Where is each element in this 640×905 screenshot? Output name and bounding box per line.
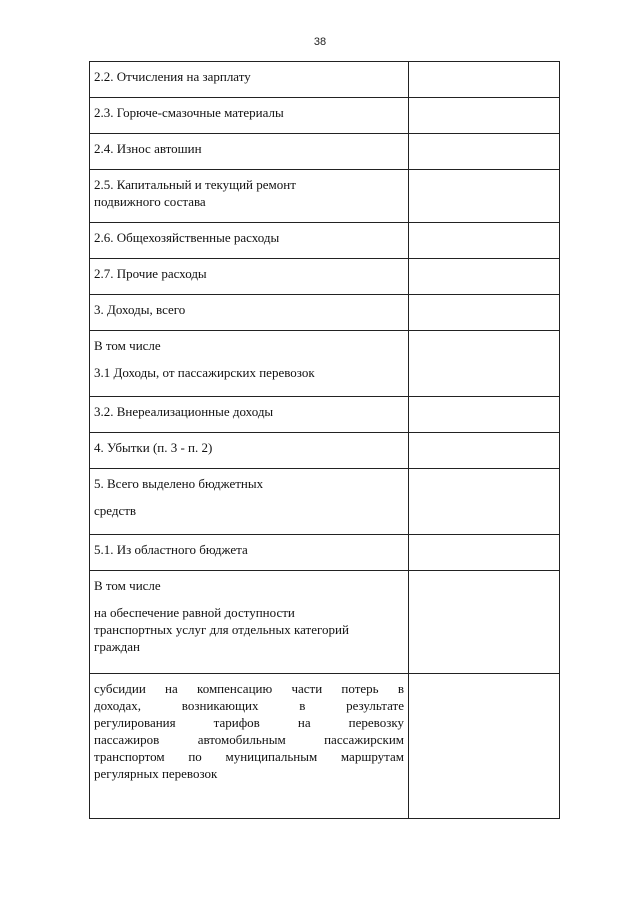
- table-row: [90, 62, 560, 98]
- table-row: [90, 571, 560, 674]
- row-value-cell[interactable]: [409, 674, 560, 819]
- expenses-income-table: [89, 61, 560, 819]
- row-label-line: 3.1 Доходы, от пассажирских перевозок: [94, 365, 315, 380]
- table-row: [90, 331, 560, 397]
- row-label: [90, 62, 409, 98]
- row-label: [90, 397, 409, 433]
- row-label: [90, 433, 409, 469]
- row-label-line: 2.4. Износ автошин: [94, 141, 202, 156]
- row-label-line: средств: [94, 503, 137, 518]
- table-row: [90, 223, 560, 259]
- row-value-cell[interactable]: [409, 295, 560, 331]
- row-label-line: 4. Убытки (п. 3 - п. 2): [94, 440, 213, 455]
- table-row: [90, 433, 560, 469]
- table-row: [90, 295, 560, 331]
- row-label: [90, 98, 409, 134]
- row-value-cell[interactable]: [409, 571, 560, 674]
- row-value-cell[interactable]: [409, 223, 560, 259]
- table-row: [90, 170, 560, 223]
- row-value-cell[interactable]: [409, 62, 560, 98]
- table-row: [90, 259, 560, 295]
- row-label-line: доходах, возникающих в результате: [94, 698, 404, 713]
- row-label: [90, 259, 409, 295]
- row-label-line: 3. Доходы, всего: [94, 302, 186, 317]
- table-row: [90, 397, 560, 433]
- row-value-cell[interactable]: [409, 469, 560, 535]
- row-value-cell[interactable]: [409, 433, 560, 469]
- row-label-line: 5.1. Из областного бюджета: [94, 542, 248, 557]
- table-row: [90, 134, 560, 170]
- row-label-line: транспортных услуг для отдельных категорий: [94, 622, 349, 637]
- row-label: [90, 295, 409, 331]
- row-value-cell[interactable]: [409, 98, 560, 134]
- row-label-line: 2.2. Отчисления на зарплату: [94, 69, 251, 84]
- page-number: 38: [313, 36, 327, 48]
- table-row: [90, 535, 560, 571]
- row-label: [90, 331, 409, 397]
- row-label: [90, 535, 409, 571]
- row-label-line: 2.3. Горюче-смазочные материалы: [94, 105, 284, 120]
- row-label-line: 2.7. Прочие расходы: [94, 266, 207, 281]
- row-label: [90, 674, 409, 819]
- row-label-line: 3.2. Внереализационные доходы: [94, 404, 274, 419]
- row-value-cell[interactable]: [409, 259, 560, 295]
- row-label-line: 2.5. Капитальный и текущий ремонт: [94, 177, 296, 192]
- row-label-line: регулярных перевозок: [94, 766, 218, 781]
- row-label-line: транспортом по муниципальным маршрутам: [94, 749, 404, 764]
- table-row: [90, 98, 560, 134]
- row-label: [90, 223, 409, 259]
- row-value-cell[interactable]: [409, 397, 560, 433]
- row-label: [90, 469, 409, 535]
- row-label-line: субсидии на компенсацию части потерь в: [94, 681, 404, 696]
- row-value-cell[interactable]: [409, 535, 560, 571]
- table-row: [90, 469, 560, 535]
- row-label: [90, 134, 409, 170]
- row-label-line: пассажиров автомобильным пассажирским: [94, 732, 404, 747]
- row-label-line: В том числе: [94, 338, 161, 353]
- row-label-line: 5. Всего выделено бюджетных: [94, 476, 264, 491]
- row-value-cell[interactable]: [409, 134, 560, 170]
- row-value-cell[interactable]: [409, 170, 560, 223]
- row-label: [90, 571, 409, 674]
- row-label-line: граждан: [94, 639, 140, 654]
- row-value-cell[interactable]: [409, 331, 560, 397]
- row-label: [90, 170, 409, 223]
- table-row: [90, 674, 560, 819]
- row-label-line: 2.6. Общехозяйственные расходы: [94, 230, 280, 245]
- row-label-line: регулирования тарифов на перевозку: [94, 715, 404, 730]
- row-label-line: на обеспечение равной доступности: [94, 605, 295, 620]
- row-label-line: подвижного состава: [94, 194, 206, 209]
- row-label-line: В том числе: [94, 578, 161, 593]
